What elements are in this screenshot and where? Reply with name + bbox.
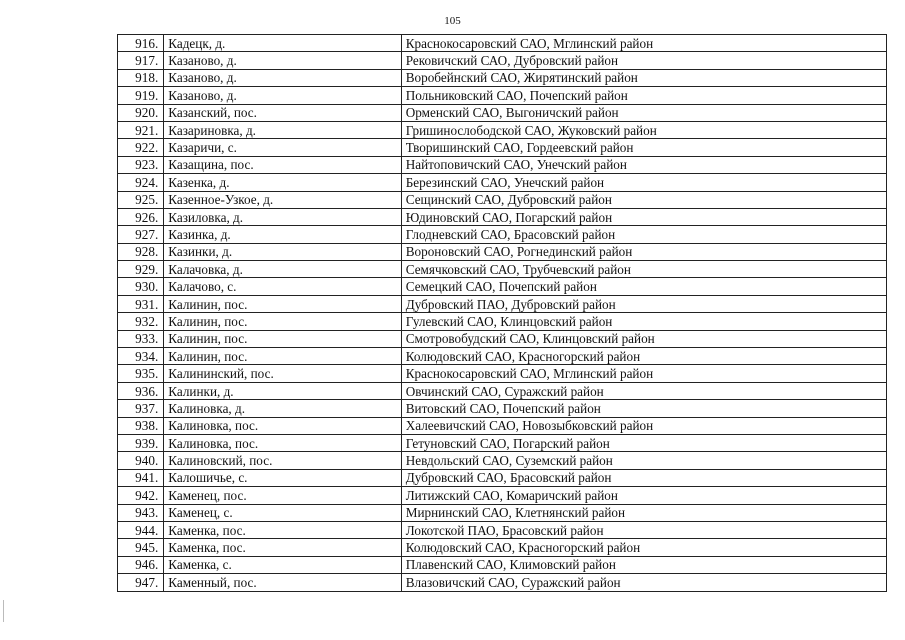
row-number: 940. xyxy=(118,452,164,469)
row-number: 935. xyxy=(118,365,164,382)
table-row xyxy=(118,139,887,156)
row-number: 930. xyxy=(118,278,164,295)
settlement-name: Казаново, д. xyxy=(164,87,401,104)
table-row xyxy=(118,574,887,591)
settlements-table xyxy=(117,34,887,592)
table-row xyxy=(118,382,887,399)
table-row xyxy=(118,295,887,312)
table-row xyxy=(118,35,887,52)
row-number: 937. xyxy=(118,400,164,417)
table-row xyxy=(118,191,887,208)
administration-district: Березинский САО, Унечский район xyxy=(401,174,886,191)
administration-district: Мирнинский САО, Клетнянский район xyxy=(401,504,886,521)
administration-district: Гетуновский САО, Погарский район xyxy=(401,434,886,451)
administration-district: Дубровский САО, Брасовский район xyxy=(401,469,886,486)
administration-district: Краснокосаровский САО, Мглинский район xyxy=(401,365,886,382)
administration-district: Влазовичский САО, Суражский район xyxy=(401,574,886,591)
table-row xyxy=(118,87,887,104)
settlement-name: Калачовка, д. xyxy=(164,261,401,278)
administration-district: Невдольский САО, Суземский район xyxy=(401,452,886,469)
settlement-name: Калинин, пос. xyxy=(164,330,401,347)
settlement-name: Калинин, пос. xyxy=(164,295,401,312)
row-number: 932. xyxy=(118,313,164,330)
settlement-name: Казаричи, с. xyxy=(164,139,401,156)
row-number: 939. xyxy=(118,434,164,451)
settlement-name: Калиновка, пос. xyxy=(164,434,401,451)
administration-district: Гулевский САО, Клинцовский район xyxy=(401,313,886,330)
settlement-name: Каменка, пос. xyxy=(164,539,401,556)
settlement-name: Казенное-Узкое, д. xyxy=(164,191,401,208)
table-row xyxy=(118,156,887,173)
settlement-name: Казинки, д. xyxy=(164,243,401,260)
table-row xyxy=(118,278,887,295)
page-number: 105 xyxy=(444,15,461,27)
table-row xyxy=(118,348,887,365)
row-number: 927. xyxy=(118,226,164,243)
settlement-name: Калиновка, пос. xyxy=(164,417,401,434)
administration-district: Семячковский САО, Трубчевский район xyxy=(401,261,886,278)
administration-district: Польниковский САО, Почепский район xyxy=(401,87,886,104)
settlement-name: Кадецк, д. xyxy=(164,35,401,52)
row-number: 918. xyxy=(118,69,164,86)
settlement-name: Каменный, пос. xyxy=(164,574,401,591)
settlement-name: Калинин, пос. xyxy=(164,313,401,330)
administration-district: Гришинослободской САО, Жуковский район xyxy=(401,121,886,138)
administration-district: Воробейнский САО, Жирятинский район xyxy=(401,69,886,86)
scan-edge-mark xyxy=(3,600,4,622)
settlement-name: Каменка, с. xyxy=(164,556,401,573)
row-number: 917. xyxy=(118,52,164,69)
row-number: 938. xyxy=(118,417,164,434)
settlement-name: Калошичье, с. xyxy=(164,469,401,486)
table-row xyxy=(118,330,887,347)
settlement-name: Казенка, д. xyxy=(164,174,401,191)
settlement-name: Калининский, пос. xyxy=(164,365,401,382)
row-number: 941. xyxy=(118,469,164,486)
administration-district: Творишинский САО, Гордеевский район xyxy=(401,139,886,156)
administration-district: Рековичский САО, Дубровский район xyxy=(401,52,886,69)
administration-district: Локотской ПАО, Брасовский район xyxy=(401,521,886,538)
row-number: 926. xyxy=(118,208,164,225)
table-row xyxy=(118,487,887,504)
table-row xyxy=(118,434,887,451)
administration-district: Колюдовский САО, Красногорский район xyxy=(401,348,886,365)
administration-district: Смотровобудский САО, Клинцовский район xyxy=(401,330,886,347)
table-row xyxy=(118,539,887,556)
row-number: 921. xyxy=(118,121,164,138)
table-row xyxy=(118,121,887,138)
administration-district: Халеевичский САО, Новозыбковский район xyxy=(401,417,886,434)
row-number: 928. xyxy=(118,243,164,260)
row-number: 922. xyxy=(118,139,164,156)
table-row xyxy=(118,417,887,434)
table-row xyxy=(118,469,887,486)
settlement-name: Калиновка, д. xyxy=(164,400,401,417)
administration-district: Найтоповичский САО, Унечский район xyxy=(401,156,886,173)
row-number: 920. xyxy=(118,104,164,121)
table-row xyxy=(118,521,887,538)
settlement-name: Казаново, д. xyxy=(164,52,401,69)
settlement-name: Казиловка, д. xyxy=(164,208,401,225)
administration-district: Колюдовский САО, Красногорский район xyxy=(401,539,886,556)
row-number: 919. xyxy=(118,87,164,104)
table-row xyxy=(118,400,887,417)
administration-district: Орменский САО, Выгоничский район xyxy=(401,104,886,121)
row-number: 946. xyxy=(118,556,164,573)
table-row xyxy=(118,556,887,573)
table-row xyxy=(118,313,887,330)
row-number: 947. xyxy=(118,574,164,591)
administration-district: Глодневский САО, Брасовский район xyxy=(401,226,886,243)
table-body xyxy=(118,35,887,592)
row-number: 936. xyxy=(118,382,164,399)
table-row xyxy=(118,452,887,469)
table-row xyxy=(118,208,887,225)
administration-district: Дубровский ПАО, Дубровский район xyxy=(401,295,886,312)
table-row xyxy=(118,243,887,260)
settlement-name: Каменец, с. xyxy=(164,504,401,521)
row-number: 942. xyxy=(118,487,164,504)
settlement-name: Калинин, пос. xyxy=(164,348,401,365)
table-row xyxy=(118,52,887,69)
settlement-name: Калачово, с. xyxy=(164,278,401,295)
row-number: 945. xyxy=(118,539,164,556)
settlement-name: Казариновка, д. xyxy=(164,121,401,138)
row-number: 916. xyxy=(118,35,164,52)
settlement-name: Каменка, пос. xyxy=(164,521,401,538)
administration-district: Витовский САО, Почепский район xyxy=(401,400,886,417)
administration-district: Овчинский САО, Суражский район xyxy=(401,382,886,399)
row-number: 923. xyxy=(118,156,164,173)
administration-district: Сещинский САО, Дубровский район xyxy=(401,191,886,208)
settlement-name: Казанский, пос. xyxy=(164,104,401,121)
table-row xyxy=(118,104,887,121)
row-number: 929. xyxy=(118,261,164,278)
administration-district: Семецкий САО, Почепский район xyxy=(401,278,886,295)
row-number: 943. xyxy=(118,504,164,521)
table-row xyxy=(118,69,887,86)
administration-district: Вороновский САО, Рогнединский район xyxy=(401,243,886,260)
settlement-name: Казинка, д. xyxy=(164,226,401,243)
administration-district: Краснокосаровский САО, Мглинский район xyxy=(401,35,886,52)
administration-district: Литижский САО, Комаричский район xyxy=(401,487,886,504)
settlement-name: Калиновский, пос. xyxy=(164,452,401,469)
row-number: 931. xyxy=(118,295,164,312)
row-number: 925. xyxy=(118,191,164,208)
table-row xyxy=(118,174,887,191)
row-number: 944. xyxy=(118,521,164,538)
settlement-name: Калинки, д. xyxy=(164,382,401,399)
table-row xyxy=(118,504,887,521)
administration-district: Плавенский САО, Климовский район xyxy=(401,556,886,573)
row-number: 933. xyxy=(118,330,164,347)
settlement-name: Каменец, пос. xyxy=(164,487,401,504)
row-number: 924. xyxy=(118,174,164,191)
administration-district: Юдиновский САО, Погарский район xyxy=(401,208,886,225)
table-row xyxy=(118,261,887,278)
settlement-name: Казаново, д. xyxy=(164,69,401,86)
row-number: 934. xyxy=(118,348,164,365)
table-row xyxy=(118,365,887,382)
settlement-name: Казащина, пос. xyxy=(164,156,401,173)
table-row xyxy=(118,226,887,243)
